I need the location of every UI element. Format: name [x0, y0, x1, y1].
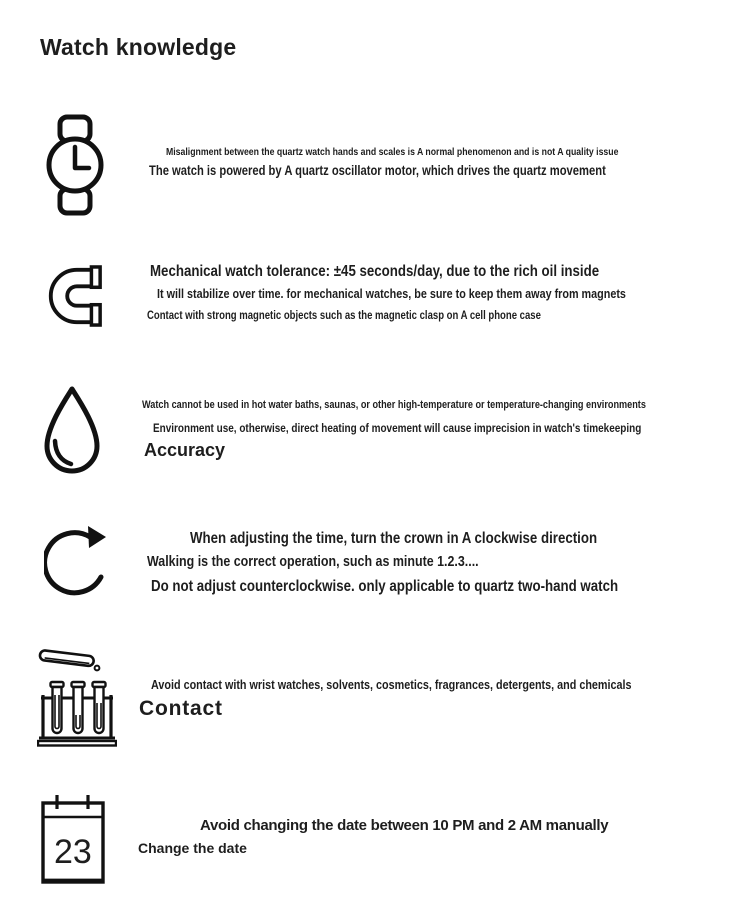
chemical-contact-note: Avoid contact with wrist watches, solvents, cosmetics, fragrances, detergents, and chemicals [151, 677, 632, 692]
magnet-warning-note: It will stabilize over time. for mechanical watches, be sure to keep them away from magnets [157, 286, 626, 301]
contact-heading: Contact [139, 697, 223, 720]
change-date-note: Change the date [138, 840, 247, 856]
date-change-warning-heading: Avoid changing the date between 10 PM and 2 AM manually [200, 817, 609, 834]
watch-icon [44, 114, 106, 216]
hot-water-warning-note: Watch cannot be used in hot water baths, saunas, or other high-temperature or temperature-changing environments [142, 399, 646, 411]
water-drop-icon [42, 384, 102, 480]
magnetic-contact-note: Contact with strong magnetic objects such as the magnetic clasp on A cell phone case [147, 310, 541, 322]
accuracy-heading: Accuracy [144, 440, 226, 460]
walking-operation-note: Walking is the correct operation, such as minute 1.2.3.... [147, 553, 479, 570]
calendar-icon [41, 794, 105, 886]
mechanical-tolerance-heading: Mechanical watch tolerance: ±45 seconds/day, due to the rich oil inside [150, 263, 600, 280]
clockwise-adjust-heading: When adjusting the time, turn the crown in A clockwise direction [190, 530, 598, 547]
quartz-movement-note: The watch is powered by A quartz oscillator motor, which drives the quartz movement [149, 163, 606, 178]
magnet-icon [44, 265, 104, 327]
clockwise-arrow-icon [44, 522, 108, 600]
quartz-misalignment-note: Misalignment between the quartz watch hands and scales is A normal phenomenon and is not A quality issue [166, 146, 619, 158]
calendar-day-number: 23 [54, 833, 92, 871]
counterclockwise-warning-note: Do not adjust counterclockwise. only applicable to quartz two-hand watch [151, 578, 619, 595]
page-title: Watch knowledge [40, 34, 237, 60]
test-tubes-icon [37, 645, 117, 747]
heating-imprecision-note: Environment use, otherwise, direct heating of movement will cause imprecision in watch's timekeeping [153, 421, 642, 435]
